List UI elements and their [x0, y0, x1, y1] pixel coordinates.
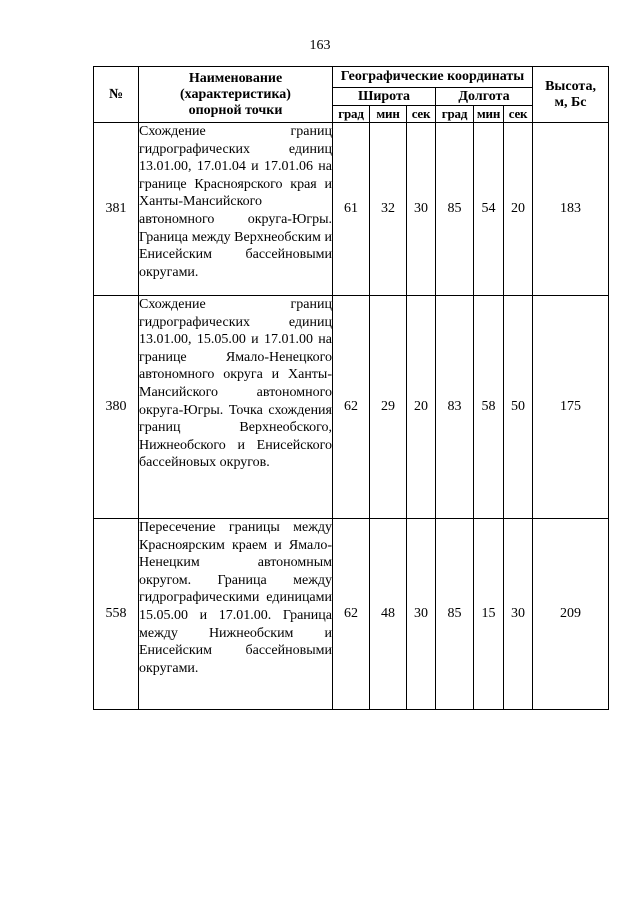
longitude-minutes: 58 — [474, 296, 504, 519]
row-description: Схождение границ гидрографических единиц 13.01.00, 15.05.00 и 17.01.00 на границе Ямало-Ненецкого автономного округа и Ханты-Мансийского автономного округа-Югры. Точка схождения границ Верхнеобского, Нижнеобского и Енисейского бассейновых округов. — [139, 296, 333, 519]
coordinates-table — [93, 66, 609, 710]
header-number: № — [94, 67, 139, 123]
row-number: 381 — [94, 123, 139, 296]
height-value: 209 — [533, 519, 609, 710]
header-lat-sec: сек — [407, 106, 436, 123]
header-lon-deg: град — [436, 106, 474, 123]
header-height — [533, 67, 609, 123]
row-description: Схождение границ гидрографических единиц 13.01.00, 17.01.04 и 17.01.06 на границе Красноярского края и Ханты-Мансийского автономного округа-Югры. Граница между Верхнеобским и Енисейским бассейновыми округами. — [139, 123, 333, 296]
height-value: 183 — [533, 123, 609, 296]
header-latitude: Широта — [333, 88, 436, 106]
longitude-minutes: 15 — [474, 519, 504, 710]
table-row — [94, 296, 609, 519]
latitude-degrees: 61 — [333, 123, 370, 296]
row-description: Пересечение границы между Красноярским краем и Ямало-Ненецким автономным округом. Граница между гидрографическими единицами 15.05.00 и 17.01.00. Граница между Нижнеобским и Енисейским бассейновыми округами. — [139, 519, 333, 710]
latitude-seconds: 30 — [407, 123, 436, 296]
latitude-minutes: 29 — [370, 296, 407, 519]
row-number: 380 — [94, 296, 139, 519]
header-height-line2: м, Бс — [554, 94, 587, 110]
longitude-seconds: 20 — [504, 123, 533, 296]
height-value: 175 — [533, 296, 609, 519]
latitude-seconds: 20 — [407, 296, 436, 519]
header-name-line1: Наименование — [188, 70, 283, 86]
latitude-degrees: 62 — [333, 519, 370, 710]
table-row — [94, 123, 609, 296]
table-row — [94, 519, 609, 710]
header-lat-min: мин — [370, 106, 407, 123]
header-lat-deg: град — [333, 106, 370, 123]
longitude-seconds: 30 — [504, 519, 533, 710]
latitude-seconds: 30 — [407, 519, 436, 710]
longitude-degrees: 85 — [436, 123, 474, 296]
header-name-line3: опорной точки — [188, 102, 283, 118]
latitude-minutes: 48 — [370, 519, 407, 710]
latitude-minutes: 32 — [370, 123, 407, 296]
header-geo-coordinates: Географические координаты — [333, 67, 533, 88]
longitude-minutes: 54 — [474, 123, 504, 296]
header-lon-sec: сек — [504, 106, 533, 123]
page-number: 163 — [309, 38, 331, 53]
header-longitude: Долгота — [436, 88, 533, 106]
longitude-seconds: 50 — [504, 296, 533, 519]
latitude-degrees: 62 — [333, 296, 370, 519]
row-number: 558 — [94, 519, 139, 710]
header-lon-min: мин — [474, 106, 504, 123]
header-name — [139, 67, 333, 123]
header-name-line2: (характеристика) — [180, 86, 291, 102]
header-height-line1: Высота, — [545, 78, 596, 94]
longitude-degrees: 83 — [436, 296, 474, 519]
longitude-degrees: 85 — [436, 519, 474, 710]
